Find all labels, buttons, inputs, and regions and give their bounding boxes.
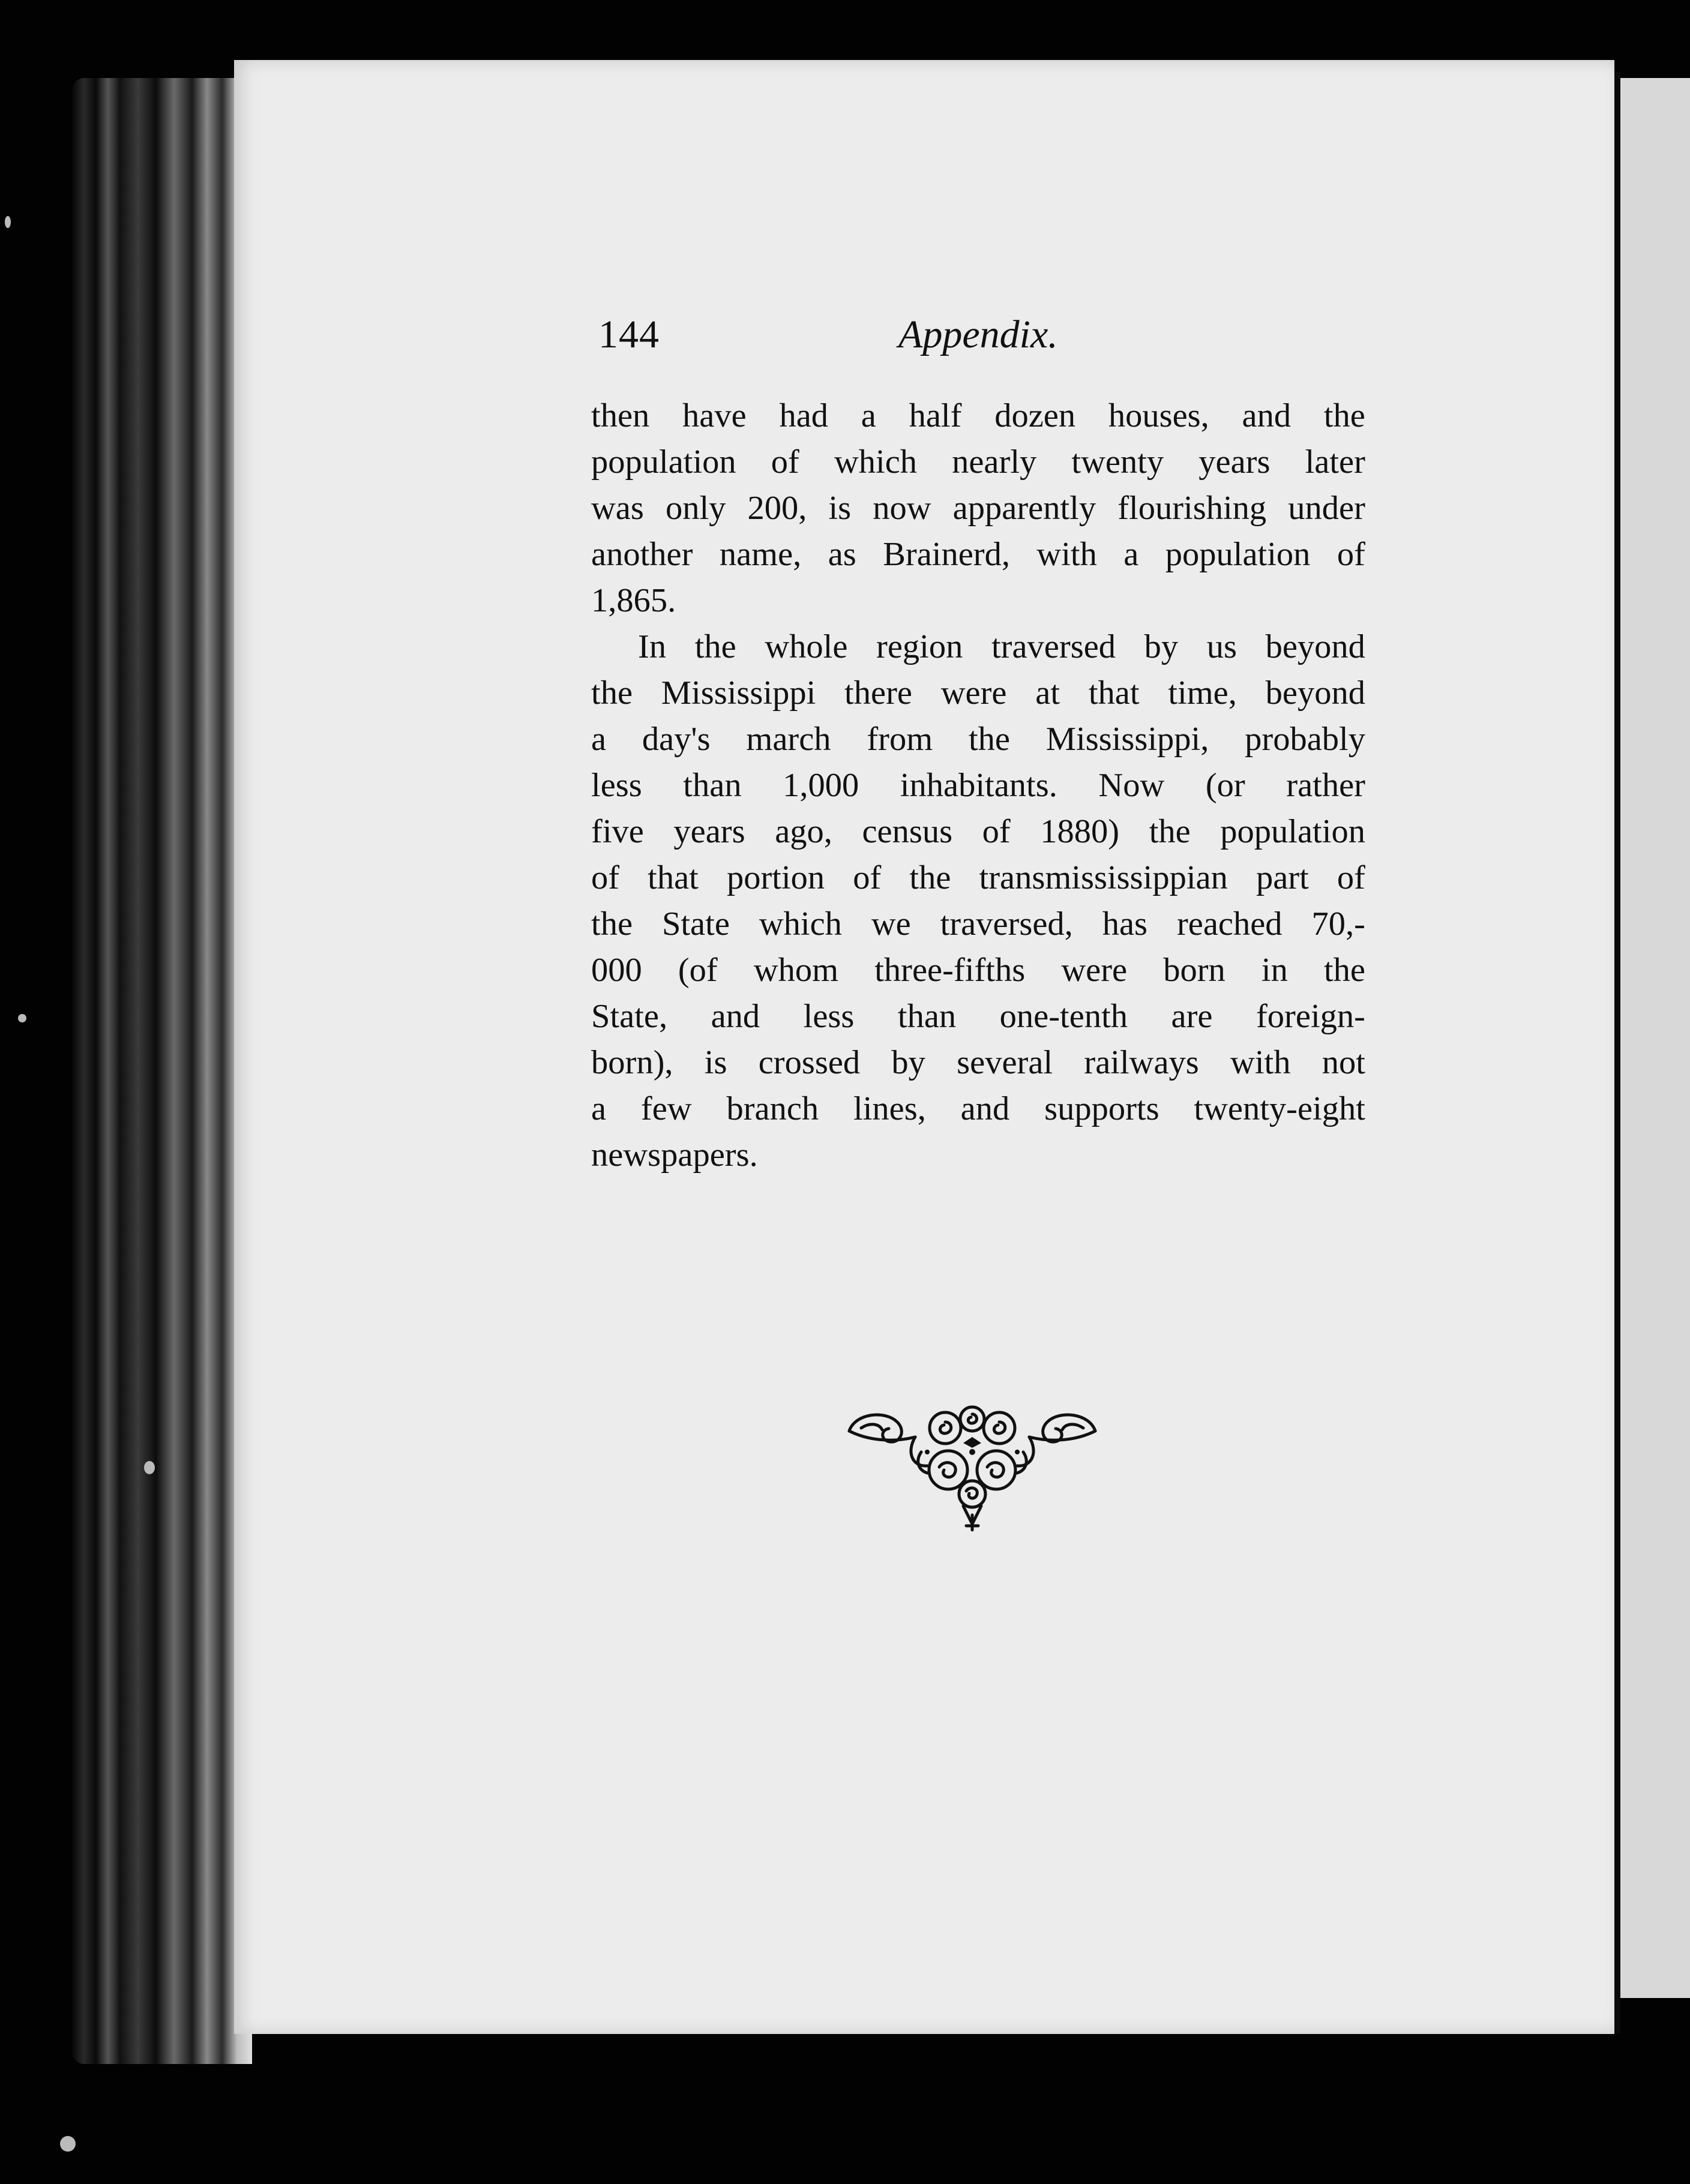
scan-speck (5, 216, 11, 228)
text-line: a day's march from the Mississippi, probably (591, 721, 1365, 758)
text-line: of that portion of the transmississippian part of (591, 859, 1365, 896)
text-line: less than 1,000 inhabitants. Now (or rather (591, 767, 1365, 804)
body-text (591, 393, 1365, 1178)
text-line: born), is crossed by several railways with not (591, 1044, 1365, 1081)
running-head: Appendix. (898, 313, 1058, 356)
scan-speck (18, 1014, 26, 1022)
page-header (598, 312, 1078, 378)
book-page-edges (72, 78, 252, 2064)
text-line: newspapers. (591, 1136, 758, 1174)
text-line: In the whole region traversed by us beyond (638, 628, 1365, 665)
text-line: the State which we traversed, has reached 70,- (591, 905, 1365, 943)
text-line: five years ago, census of 1880) the population (591, 813, 1365, 850)
text-line: population of which nearly twenty years later (591, 443, 1365, 481)
page-number: 144 (598, 313, 660, 356)
scan-speck (60, 2136, 76, 2152)
text-line: 000 (of whom three-fifths were born in the (591, 952, 1365, 989)
text-line: another name, as Brainerd, with a population of (591, 536, 1365, 573)
text-line: a few branch lines, and supports twenty-eight (591, 1090, 1365, 1127)
scan-speck (144, 1461, 155, 1474)
text-line: was only 200, is now apparently flourishing under (591, 490, 1365, 527)
text-line: 1,865. (591, 582, 676, 619)
next-page-edge (1620, 78, 1690, 1998)
floral-tailpiece-ornament-icon (843, 1395, 1101, 1533)
text-line: State, and less than one-tenth are foreign- (591, 998, 1365, 1035)
text-line: then have had a half dozen houses, and the (591, 397, 1365, 434)
text-line: the Mississippi there were at that time, beyond (591, 674, 1365, 712)
page-gutter (1614, 72, 1620, 2034)
